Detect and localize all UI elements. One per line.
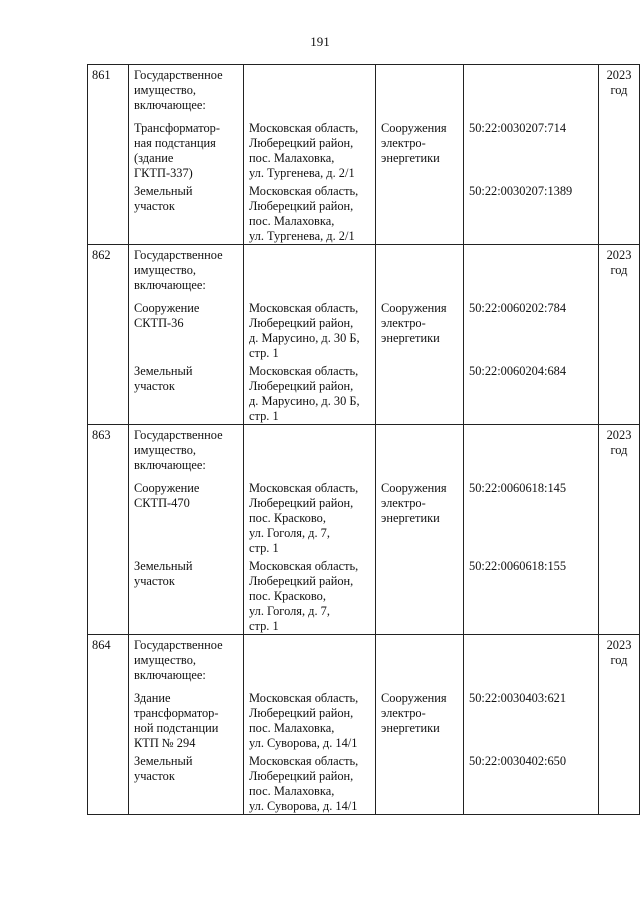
registry-item-row	[88, 298, 640, 361]
object-name	[129, 181, 244, 245]
year-cell-empty	[599, 118, 640, 181]
row-number	[88, 65, 129, 119]
number-cell-empty	[88, 688, 129, 751]
address-cell-empty	[244, 245, 376, 299]
row-number	[88, 635, 129, 689]
registry-item-row	[88, 751, 640, 815]
group-label	[129, 425, 244, 479]
object-type-text: Сооружения электро- энергетики	[381, 121, 447, 165]
registry-row-862	[88, 245, 640, 299]
object-address-text: Московская область, Люберецкий район, пос. Малаховка, ул. Суворова, д. 14/1	[249, 754, 359, 813]
object-address-text: Московская область, Люберецкий район, пос. Малаховка, ул. Тургенева, д. 2/1	[249, 184, 359, 243]
object-name-text: Земельный участок	[134, 184, 193, 213]
cadastral-number	[464, 181, 599, 245]
cadastral-number	[464, 118, 599, 181]
property-registry-table	[87, 64, 640, 815]
row-number-text: 862	[92, 248, 111, 262]
object-address-text: Московская область, Люберецкий район, пос. Красково, ул. Гоголя, д. 7, стр. 1	[249, 481, 359, 555]
cadastral-number	[464, 298, 599, 361]
object-address	[244, 751, 376, 815]
object-type	[376, 751, 464, 815]
year-cell-empty	[599, 181, 640, 245]
group-label-text: Государственное имущество, включающее:	[134, 428, 223, 472]
object-type	[376, 181, 464, 245]
object-name-text: Здание трансформатор- ной подстанции КТП № 294	[134, 691, 219, 750]
address-cell-empty	[244, 425, 376, 479]
type-cell-empty	[376, 245, 464, 299]
object-address	[244, 478, 376, 556]
group-label-text: Государственное имущество, включающее:	[134, 68, 223, 112]
year-cell-empty	[599, 688, 640, 751]
registry-item-row	[88, 118, 640, 181]
year-cell-empty	[599, 298, 640, 361]
group-label-text: Государственное имущество, включающее:	[134, 248, 223, 292]
number-cell-empty	[88, 751, 129, 815]
group-label	[129, 245, 244, 299]
type-cell-empty	[376, 635, 464, 689]
row-number	[88, 245, 129, 299]
year-cell	[599, 65, 640, 119]
cadastral-number-text: 50:22:0030402:650	[469, 754, 567, 768]
year-cell-empty	[599, 751, 640, 815]
group-label	[129, 635, 244, 689]
year-cell-text: 2023 год	[606, 248, 632, 277]
object-name-text: Земельный участок	[134, 559, 193, 588]
number-cell-empty	[88, 478, 129, 556]
object-type-text: Сооружения электро- энергетики	[381, 691, 447, 735]
object-name	[129, 361, 244, 425]
cadastral-number	[464, 478, 599, 556]
registry-item-row	[88, 688, 640, 751]
cadastral-cell-empty	[464, 635, 599, 689]
year-cell-empty	[599, 478, 640, 556]
registry-row-863	[88, 425, 640, 479]
cadastral-number-text: 50:22:0030207:714	[469, 121, 567, 135]
page-number: 191	[310, 34, 330, 49]
cadastral-number-text: 50:22:0030403:621	[469, 691, 567, 705]
object-address-text: Московская область, Люберецкий район, пос. Малаховка, ул. Тургенева, д. 2/1	[249, 121, 359, 180]
registry-body	[88, 65, 640, 815]
cadastral-number	[464, 556, 599, 635]
registry-item-row	[88, 556, 640, 635]
type-cell-empty	[376, 65, 464, 119]
number-cell-empty	[88, 298, 129, 361]
object-address-text: Московская область, Люберецкий район, д. Марусино, д. 30 Б, стр. 1	[249, 301, 360, 360]
cadastral-number-text: 50:22:0060618:145	[469, 481, 567, 495]
number-cell-empty	[88, 361, 129, 425]
address-cell-empty	[244, 65, 376, 119]
row-number	[88, 425, 129, 479]
cadastral-number-text: 50:22:0060618:155	[469, 559, 567, 573]
row-number-text: 861	[92, 68, 111, 82]
object-address-text: Московская область, Люберецкий район, пос. Красково, ул. Гоголя, д. 7, стр. 1	[249, 559, 359, 633]
year-cell-text: 2023 год	[606, 68, 632, 97]
cadastral-number-text: 50:22:0060202:784	[469, 301, 567, 315]
year-cell-empty	[599, 556, 640, 635]
object-name-text: Сооружение СКТП-36	[134, 301, 200, 330]
object-name	[129, 688, 244, 751]
cadastral-number-text: 50:22:0060204:684	[469, 364, 567, 378]
object-address	[244, 361, 376, 425]
cadastral-number	[464, 688, 599, 751]
object-name	[129, 556, 244, 635]
cadastral-number	[464, 361, 599, 425]
year-cell-text: 2023 год	[606, 428, 632, 457]
registry-item-row	[88, 478, 640, 556]
object-name	[129, 478, 244, 556]
group-label-text: Государственное имущество, включающее:	[134, 638, 223, 682]
object-address	[244, 298, 376, 361]
object-address	[244, 181, 376, 245]
year-cell	[599, 635, 640, 689]
object-name	[129, 118, 244, 181]
object-type-text: Сооружения электро- энергетики	[381, 301, 447, 345]
object-type	[376, 688, 464, 751]
object-address-text: Московская область, Люберецкий район, д. Марусино, д. 30 Б, стр. 1	[249, 364, 360, 423]
cadastral-cell-empty	[464, 425, 599, 479]
registry-item-row	[88, 361, 640, 425]
object-name	[129, 751, 244, 815]
object-type	[376, 118, 464, 181]
type-cell-empty	[376, 425, 464, 479]
row-number-text: 864	[92, 638, 111, 652]
object-type	[376, 478, 464, 556]
year-cell	[599, 425, 640, 479]
cadastral-number-text: 50:22:0030207:1389	[469, 184, 573, 198]
object-name-text: Земельный участок	[134, 364, 193, 393]
registry-row-861	[88, 65, 640, 119]
object-address	[244, 556, 376, 635]
object-type	[376, 298, 464, 361]
object-address	[244, 118, 376, 181]
address-cell-empty	[244, 635, 376, 689]
year-cell-empty	[599, 361, 640, 425]
year-cell-text: 2023 год	[606, 638, 632, 667]
registry-item-row	[88, 181, 640, 245]
cadastral-number	[464, 751, 599, 815]
registry-row-864	[88, 635, 640, 689]
object-name-text: Трансформатор- ная подстанция (здание ГКТП-337)	[134, 121, 221, 180]
year-cell	[599, 245, 640, 299]
object-type-text: Сооружения электро- энергетики	[381, 481, 447, 525]
row-number-text: 863	[92, 428, 111, 442]
object-name-text: Сооружение СКТП-470	[134, 481, 200, 510]
object-type	[376, 556, 464, 635]
group-label	[129, 65, 244, 119]
cadastral-cell-empty	[464, 245, 599, 299]
object-name-text: Земельный участок	[134, 754, 193, 783]
object-address	[244, 688, 376, 751]
number-cell-empty	[88, 118, 129, 181]
object-name	[129, 298, 244, 361]
number-cell-empty	[88, 181, 129, 245]
object-type	[376, 361, 464, 425]
number-cell-empty	[88, 556, 129, 635]
object-address-text: Московская область, Люберецкий район, пос. Малаховка, ул. Суворова, д. 14/1	[249, 691, 359, 750]
cadastral-cell-empty	[464, 65, 599, 119]
